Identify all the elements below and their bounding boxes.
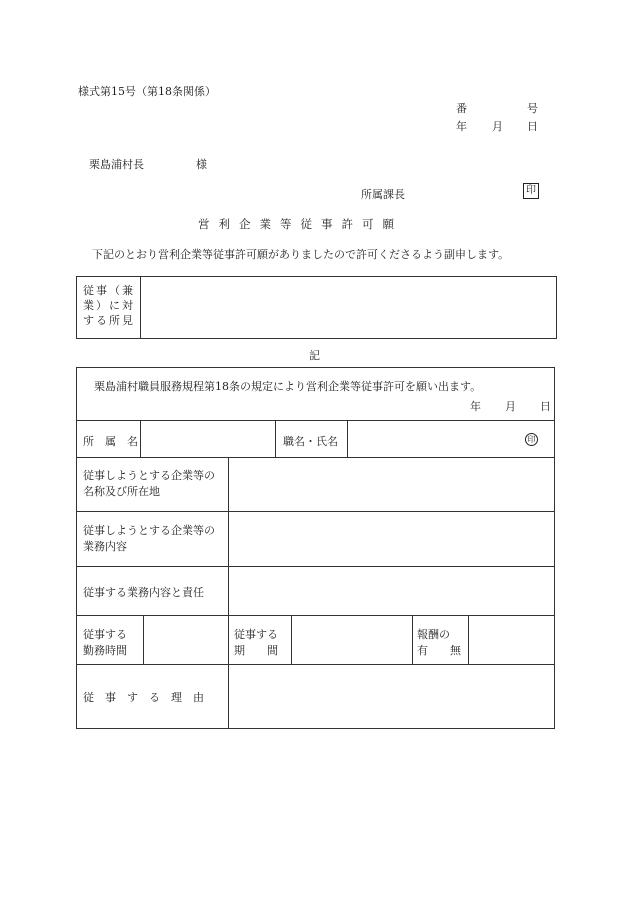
col-divider	[143, 615, 144, 664]
pay-label-line1: 報酬の	[417, 628, 450, 641]
row-divider	[77, 511, 554, 512]
document-title: 営利企業等従事許可願	[198, 217, 403, 231]
date-year-label: 年	[456, 120, 467, 133]
date-month-label: 月	[492, 120, 503, 133]
app-month-label: 月	[505, 400, 516, 413]
row-divider	[77, 457, 554, 458]
seal-stamp-icon: 印	[523, 183, 539, 199]
period-label-line2: 期 間	[234, 644, 278, 657]
hours-label-line2: 勤務時間	[83, 644, 127, 657]
opinion-label: 従事（兼業）に対する所見	[77, 277, 141, 338]
row-divider	[77, 664, 554, 665]
duties-label: 従事する業務内容と責任	[83, 586, 204, 599]
col-divider	[347, 420, 348, 457]
app-day-label: 日	[540, 400, 551, 413]
seal-circle-icon: 印	[525, 433, 538, 446]
col-divider	[275, 420, 276, 457]
date-day-label: 日	[527, 120, 538, 133]
row-divider	[77, 566, 554, 567]
intro-text: 下記のとおり営利企業等従事許可願がありましたので許可くださるよう副申します。	[92, 248, 510, 261]
ki-heading: 記	[309, 349, 320, 362]
col-divider	[291, 615, 292, 664]
opinion-box	[76, 276, 557, 339]
pay-label-line2: 有 無	[417, 644, 461, 657]
form-number: 様式第15号（第18条関係）	[78, 85, 216, 98]
addressee-honorific: 様	[196, 158, 207, 171]
period-label-line1: 従事する	[234, 628, 278, 641]
number-label-right: 号	[527, 102, 538, 115]
application-table	[76, 367, 555, 729]
row-divider	[77, 420, 554, 421]
col-divider	[412, 615, 413, 664]
statement-text: 栗島浦村職員服務規程第18条の規定により営利企業等従事許可を願い出ます。	[94, 380, 482, 393]
company-business-label: 従事しようとする企業等の業務内容	[83, 524, 215, 553]
affiliation-label: 所 属 名	[83, 435, 138, 448]
position-name-label: 職名・氏名	[283, 435, 338, 448]
col-divider	[468, 615, 469, 664]
row-divider	[77, 615, 554, 616]
hours-label-line1: 従事する	[83, 628, 127, 641]
col-divider	[140, 420, 141, 457]
app-year-label: 年	[470, 400, 481, 413]
company-name-label: 従事しようとする企業等の名称及び所在地	[83, 469, 215, 498]
addressee-name: 栗島浦村長	[89, 158, 144, 171]
number-label-left: 番	[456, 102, 467, 115]
col-divider	[228, 457, 229, 729]
section-chief-label: 所属課長	[361, 188, 405, 201]
reason-label: 従 事 す る 理 由	[83, 691, 204, 704]
